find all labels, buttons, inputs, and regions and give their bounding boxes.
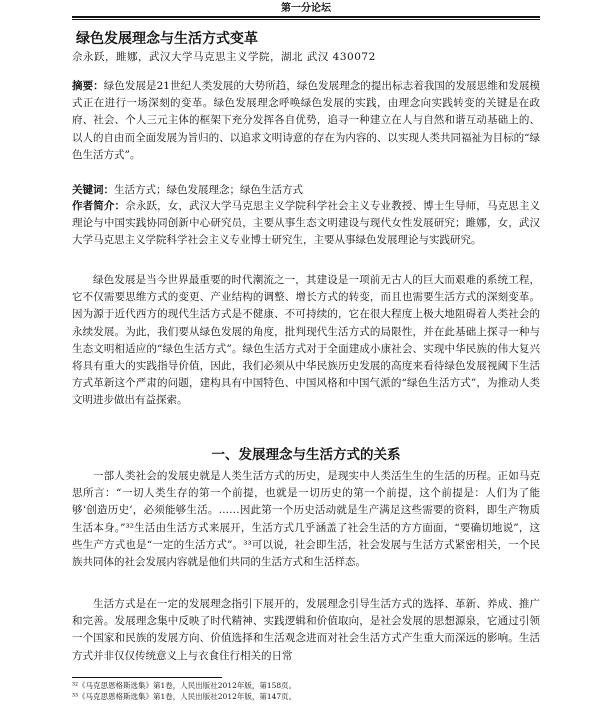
header-rule-thick <box>72 16 540 18</box>
intro-paragraph: 绿色发展是当今世界最重要的时代潮流之一，其建设是一项前无古人的巨大而艰难的系统工程，它不仅需要思维方式的变更、产业结构的调整、增长方式的转变，而且也需要生活方式的深刻变革。因为源于近代西方的现代生活方式是不健康、不可持续的，它在很大程度上极大地阻碍着人类社会的永续发展。为此，我们要从绿色发展的角度，批判现代生活方式的局限性，并在此基础上探寻一种与生态文明相适应的“绿色生活方式”。绿色生活方式对于全面建成小康社会、实现中华民族的伟大复兴将具有重大的实践指导价值，因此，我们必须从中华民族历史发展的高度来看待绿色发展视阈下生活方式革新这个严肃的问题，建构具有中国特色、中国风格和中国气派的“绿色生活方式”，为推动人类文明进步做出有益探索。 <box>72 274 540 407</box>
abstract-text: 绿色发展是21世纪人类发展的大势所趋，绿色发展理念的提出标志着我国的发展思维和发展模式正在进行一场深刻的变革。绿色发展理念呼唤绿色发展的实践，由理念向实践转变的关键是在政府、社会、个人三元主体的框架下充分发挥各自优势，追寻一种建立在人与自然和谐互动基础上的、以人的自由而全面发展为旨归的、以追求文明诗意的存在为内容的、以实现人类共同福祉为目标的“绿色生活方式”。 <box>72 80 541 161</box>
body-paragraph-2: 生活方式是在一定的发展理念指引下展开的，发展理念引导生活方式的选择、革新、养成、推广和完善。发展理念集中反映了时代精神、实践逻辑和价值取向，是社会发展的思想源泉，它通过引领一个国家和民族的发展方向、价值选择和生活观念进而对社会生活方式产生重大而深远的影响。生活方式并非仅仅传统意义上与衣食住行相关的日常 <box>72 598 540 662</box>
footnote-33: ³³《马克思恩格斯选集》第1卷，人民出版社2012年版，第147页。 <box>72 692 297 701</box>
section-heading: 一、发展理念与生活方式的关系 <box>211 447 401 463</box>
author-info <box>72 198 540 250</box>
running-head: 第一分论坛 <box>281 3 331 14</box>
keywords <box>72 182 540 199</box>
footnote-32: ³²《马克思恩格斯选集》第1卷，人民出版社2012年版，第158页。 <box>72 681 297 690</box>
body-paragraph-1: 一部人类社会的发展史就是人类生活方式的历史，是现实中人类活生生的生活的历程。正如马克思所言：“一切人类生存的第一个前提，也就是一切历史的第一个前提，这个前提是：人们为了能够‘创造历史’，必须能够生活。……因此第一个历史活动就是生产满足这些需要的资料，即生产物质生活本身。”³²生活由生活方式来展开，生活方式几乎涵盖了社会生活的方方面面，“要确切地说”，这些生产方式也是“一定的生活方式”。³³可以说，社会即生活，社会发展与生活方式紧密相关，一个民族共同体的社会发展内容就是他们共同的生活方式和生活样态。 <box>72 470 540 569</box>
author-info-label: 作者简介： <box>72 200 126 212</box>
keywords-label: 关键词： <box>72 184 114 196</box>
article-title: 绿色发展理念与生活方式变革 <box>76 31 258 47</box>
keywords-text: 生活方式；绿色发展理念；绿色生活方式 <box>114 184 303 196</box>
abstract <box>72 78 540 164</box>
paper-page <box>72 0 540 712</box>
article-byline: 佘永跃，雎娜，武汉大学马克思主义学院，湖北 武汉 430072 <box>72 51 376 63</box>
abstract-label: 摘要： <box>72 80 104 92</box>
header-rule-thin <box>72 19 540 20</box>
author-info-text: 佘永跃，女，武汉大学马克思主义学院科学社会主义专业教授、博士生导师，马克思主义理论与中国实践协同创新中心研究员，主要从事生态文明建设与现代女性发展研究；雎娜，女，武汉大学马克思主义学院科学社会主义专业博士研究生，主要从事绿色发展理论与实践研究。 <box>72 200 541 247</box>
footnote-rule <box>72 677 222 678</box>
